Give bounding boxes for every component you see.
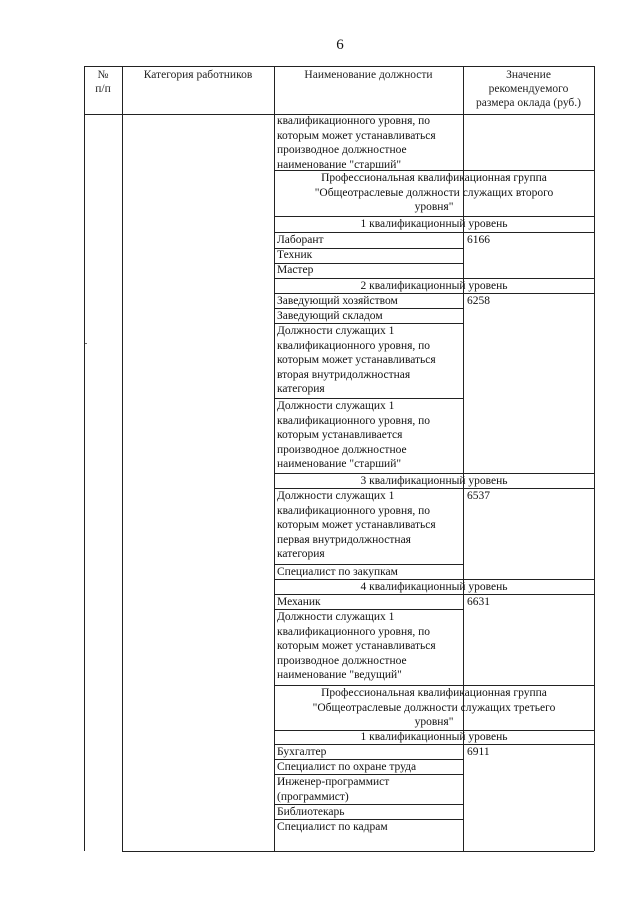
position-spec-okh: Специалист по охране труда [277,761,417,773]
position-spec-kadr: Специалист по кадрам [277,821,388,833]
header-category: Категория работников [143,69,253,81]
table-border-left-lower [84,114,85,851]
position-zav-sklad: Заведующий складом [277,310,383,322]
table-col-divider-1 [122,66,123,851]
header-position: Наименование должности [304,69,433,81]
salary-6166: 6166 [467,234,490,246]
scan-speck [85,343,87,344]
group-2-level-1: 1 квалификационный уровень [360,218,508,230]
group-3-level-1: 1 квалификационный уровень [360,731,508,743]
salary-6631: 6631 [467,596,490,608]
header-num: № п/п [95,69,111,95]
position-spec-zak: Специалист по закупкам [277,566,398,578]
position-mekhanik: Механик [277,596,321,608]
group-2-level-2: 2 квалификационный уровень [360,280,508,292]
position-bukhgalter: Бухгалтер [277,746,327,758]
table-top-border [84,66,594,67]
table-border-right [594,66,595,851]
position-dolzh-perv: Должности служащих 1 квалификационного уровня, по которым может устанавливаться первая внутридолжностная категория [277,490,436,561]
position-dolzh-ved: Должности служащих 1 квалификационного уровня, по которым может устанавливаться производное должностное наименование "ведущий" [277,611,436,682]
position-inzh-prog: Инженер-программист (программист) [277,776,390,803]
position-dolzh-star: Должности служащих 1 квалификационного уровня, по которым устанавливается производное должностное наименование "старший" [277,400,431,471]
salary-6537: 6537 [467,490,490,502]
position-dolzh-vtor: Должности служащих 1 квалификационного уровня, по которым может устанавливаться вторая внутридолжностная категория [277,325,436,396]
group-3-heading: Профессиональная квалификационная группа "Общеотраслевые должности служащих третьего уровня" [312,687,556,729]
group-2-level-3: 3 квалификационный уровень [360,475,508,487]
position-technik: Техник [277,249,313,261]
position-zav-hoz: Заведующий хозяйством [277,295,398,307]
group-2-level-4: 4 квалификационный уровень [360,581,508,593]
page-number: 6 [336,37,344,53]
position-bibliotekar: Библиотекарь [277,806,345,818]
salary-6258: 6258 [467,295,490,307]
header-salary: Значение рекомендуемого размера оклада (руб.) [476,69,581,109]
salary-6911: 6911 [467,746,490,758]
table-bottom-border [122,851,594,852]
position-laborant: Лаборант [277,234,324,246]
position-master: Мастер [277,264,314,276]
position-continuation: квалификационного уровня, по которым может устанавливаться производное должностное наименование "старший" [277,115,436,171]
group-2-heading: Профессиональная квалификационная группа "Общеотраслевые должности служащих второго уровня" [314,172,554,214]
